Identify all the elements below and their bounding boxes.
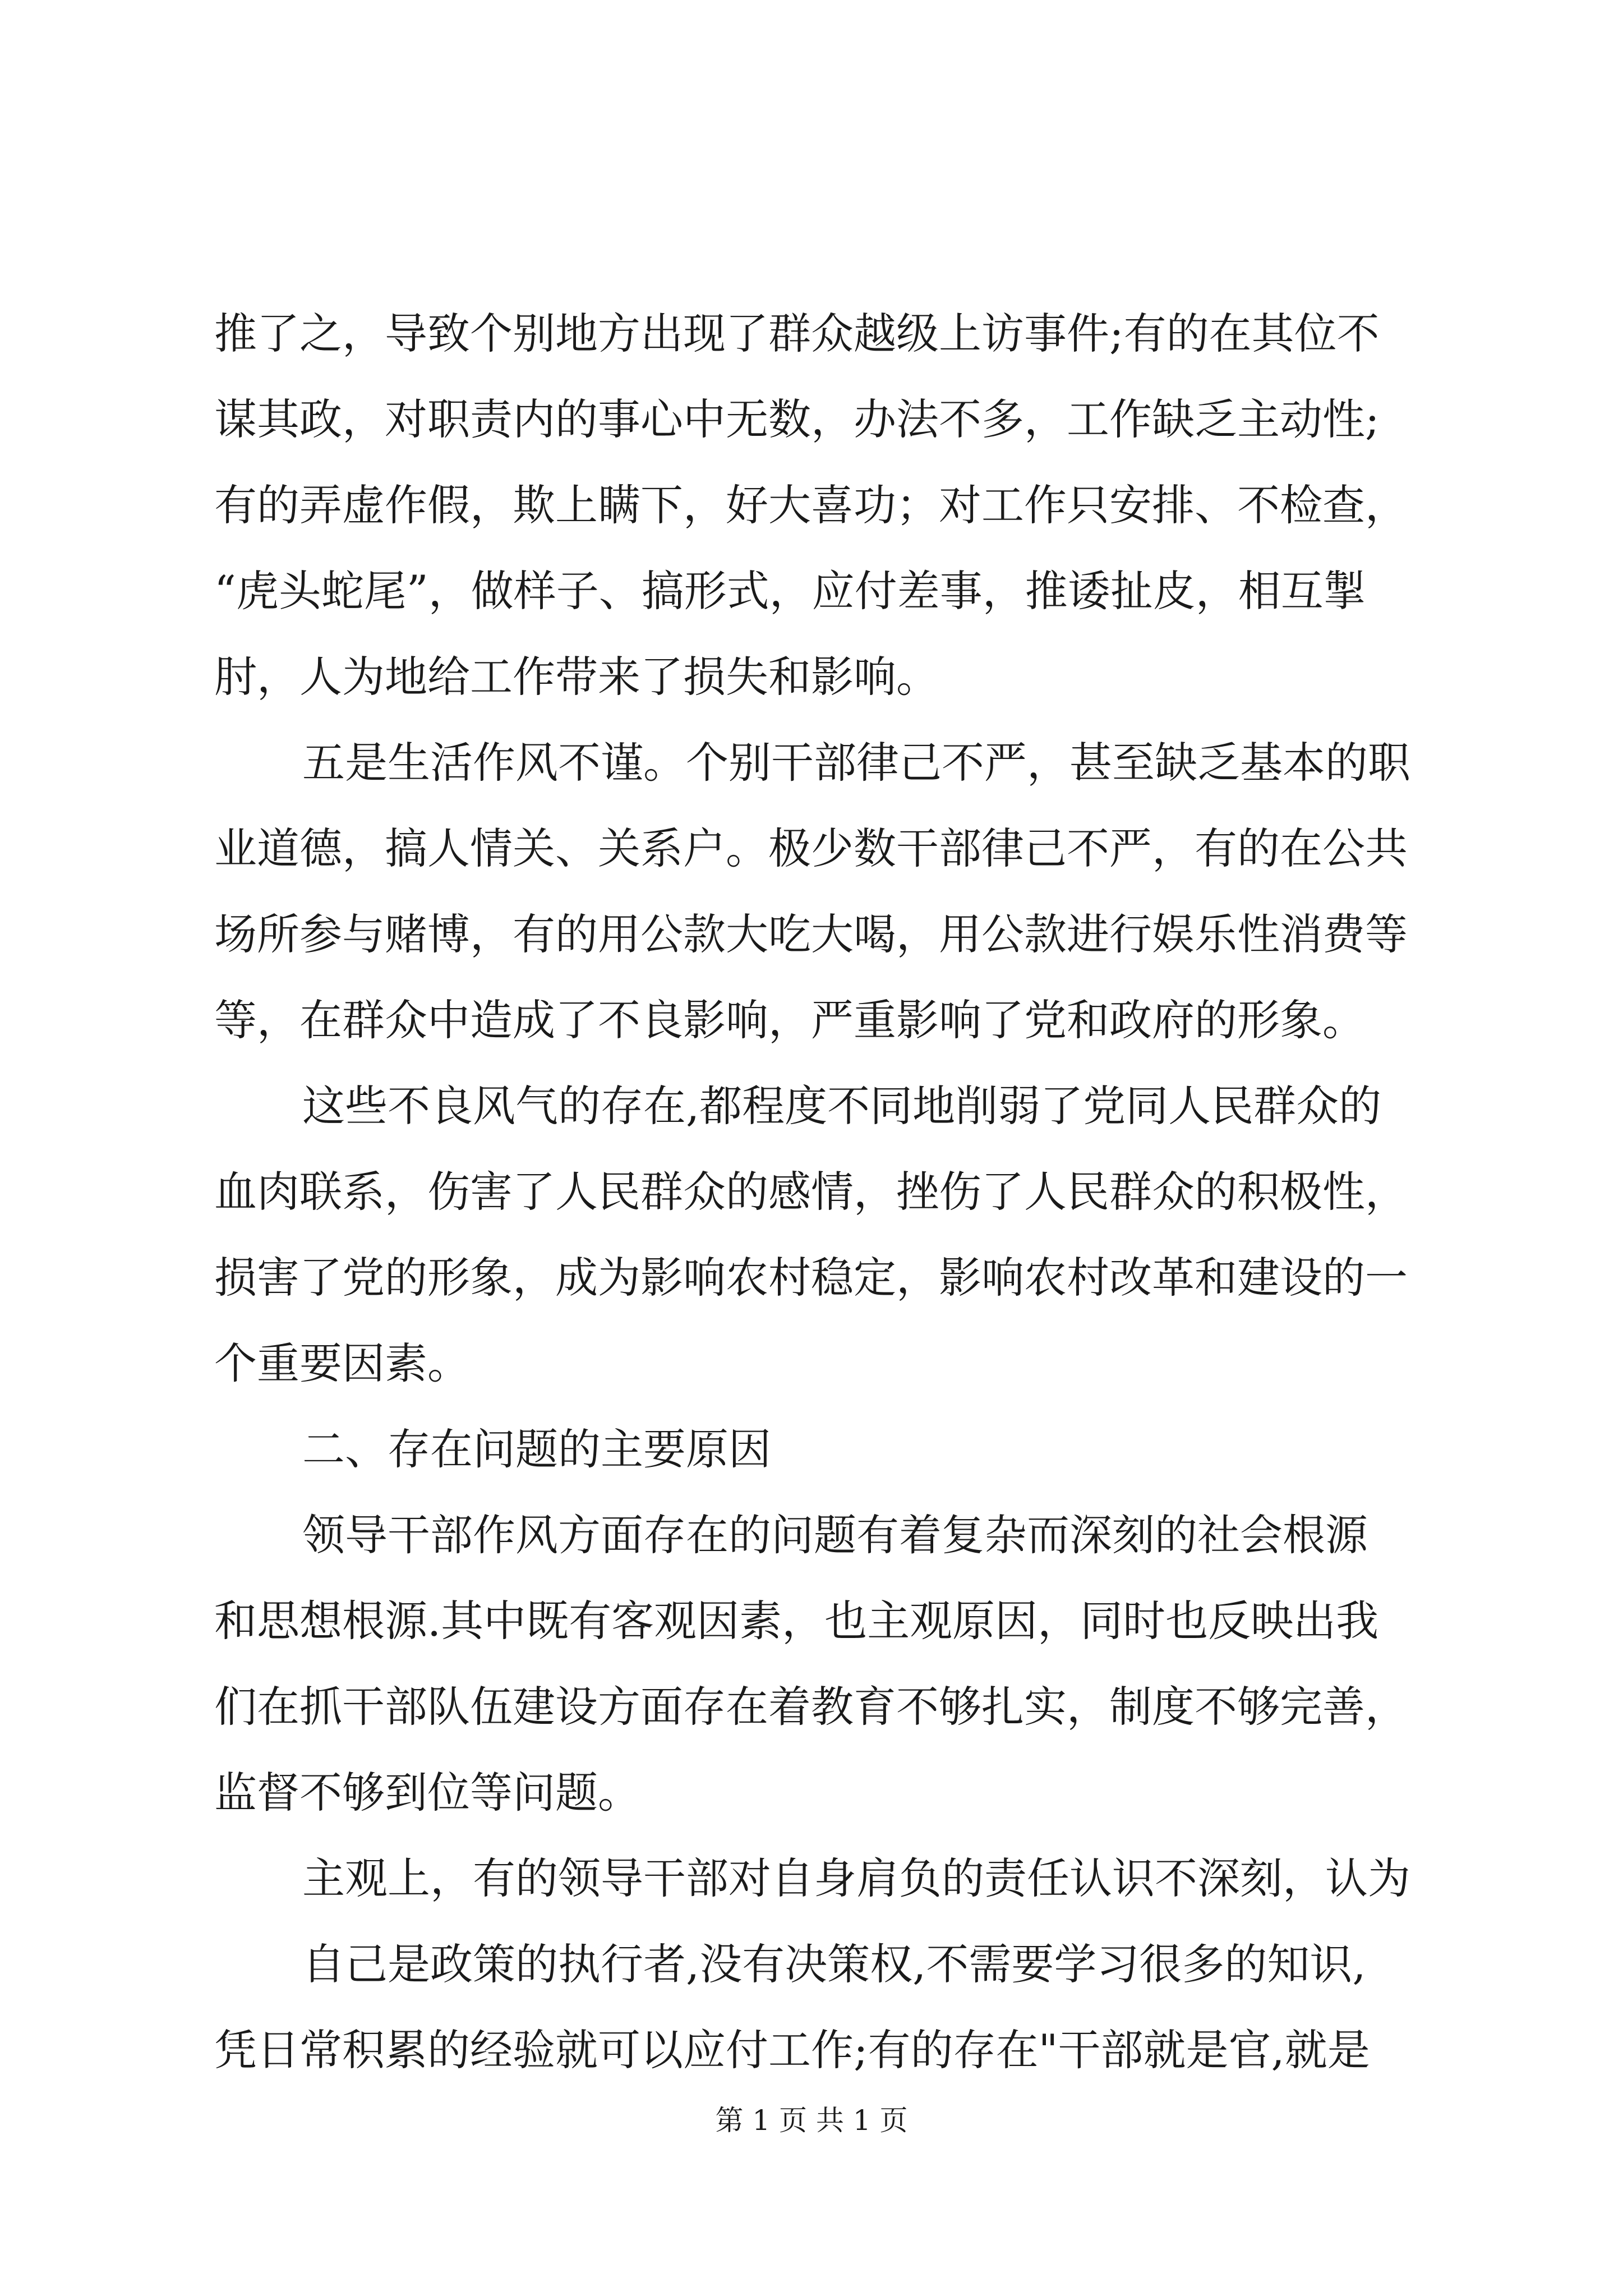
text-line: 监督不够到位等问题。 bbox=[214, 1768, 640, 1818]
text-line: 谋其政，对职责内的事心中无数，办法不多，工作缺乏主动性; bbox=[214, 394, 1380, 444]
text-line: 们在抓干部队伍建设方面存在着教育不够扎实，制度不够完善， bbox=[214, 1682, 1408, 1732]
text-line: 推了之，导致个别地方出现了群众越级上访事件;有的在其位不 bbox=[214, 309, 1380, 358]
text-line: 损害了党的形象，成为影响农村稳定，影响农村改革和建设的一 bbox=[214, 1253, 1408, 1303]
text-line: “虎头蛇尾”，做样子、搞形式，应付差事，推诿扯皮，相互掣 bbox=[214, 566, 1366, 616]
text-line: 个重要因素。 bbox=[214, 1338, 470, 1388]
text-line: 等，在群众中造成了不良影响，严重影响了党和政府的形象。 bbox=[214, 995, 1365, 1045]
text-line: 凭日常积累的经验就可以应付工作;有的存在"干部就是官,就是 bbox=[214, 2025, 1370, 2075]
text-line: 有的弄虚作假，欺上瞒下，好大喜功；对工作只安排、不检查， bbox=[214, 480, 1408, 530]
text-line: 主观上，有的领导干部对自身肩负的责任认识不深刻，认为 bbox=[302, 1853, 1410, 1903]
text-line: 血肉联系，伤害了人民群众的感情，挫伤了人民群众的积极性， bbox=[214, 1167, 1408, 1217]
text-line: 自己是政策的执行者,没有决策权,不需要学习很多的知识, bbox=[302, 1939, 1366, 1989]
text-line: 业道德，搞人情关、关系户。极少数干部律己不严，有的在公共 bbox=[214, 823, 1408, 873]
section-heading: 二、存在问题的主要原因 bbox=[302, 1424, 771, 1474]
text-line: 领导干部作风方面存在的问题有着复杂而深刻的社会根源 bbox=[302, 1510, 1368, 1560]
text-line: 这些不良风气的存在,都程度不同地削弱了党同人民群众的 bbox=[302, 1081, 1382, 1131]
text-line: 肘，人为地给工作带来了损失和影响。 bbox=[214, 652, 939, 702]
text-line: 场所参与赌博，有的用公款大吃大喝，用公款进行娱乐性消费等 bbox=[214, 909, 1408, 959]
page-footer: 第 1 页 共 1 页 bbox=[715, 2104, 908, 2137]
text-line: 五是生活作风不谨。个别干部律己不严，甚至缺乏基本的职 bbox=[302, 738, 1410, 788]
text-line: 和思想根源.其中既有客观因素，也主观原因，同时也反映出我 bbox=[214, 1596, 1379, 1646]
